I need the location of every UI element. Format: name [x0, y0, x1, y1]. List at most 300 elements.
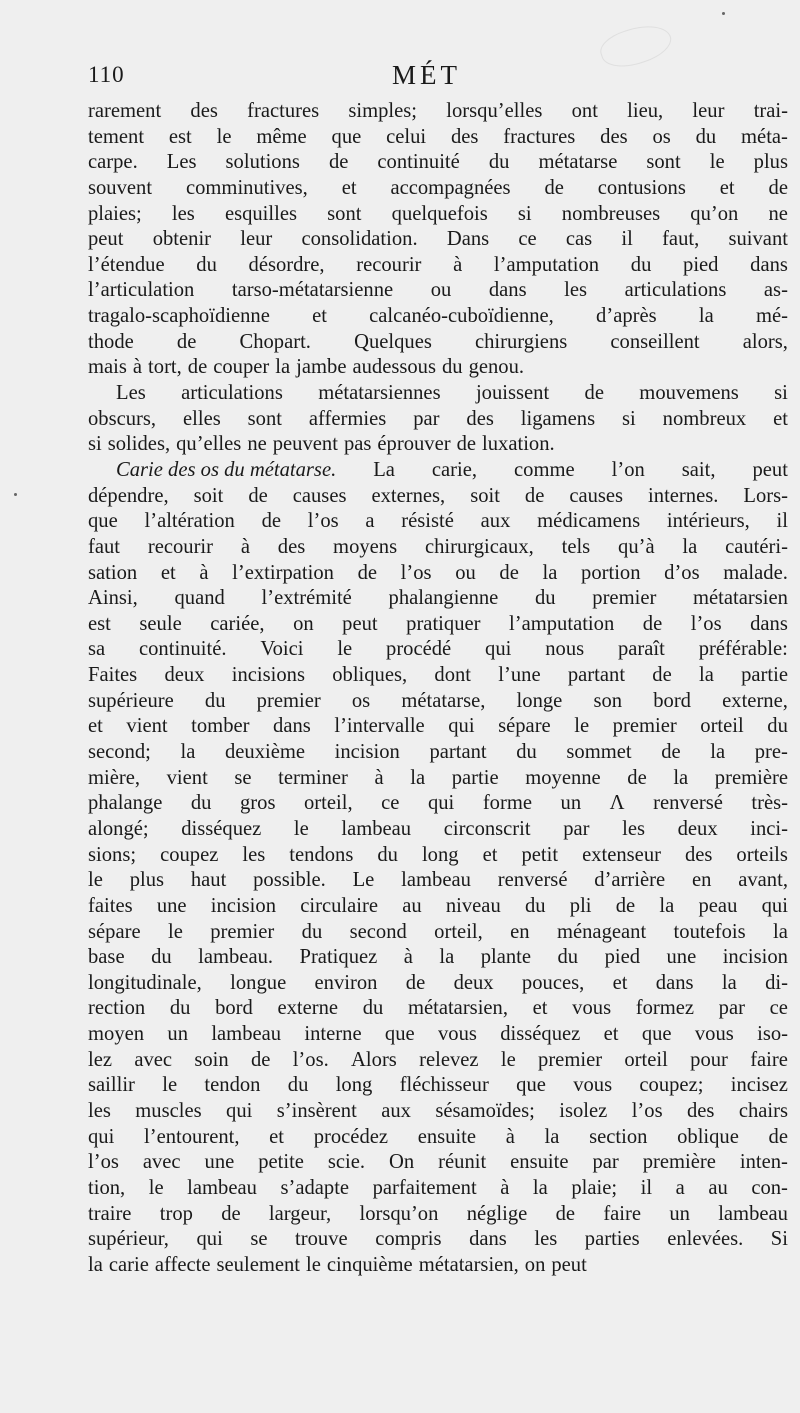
word: extenseur	[582, 843, 661, 866]
word: les	[534, 1228, 558, 1251]
word: cinquième	[326, 1253, 413, 1276]
word: le	[293, 817, 309, 840]
word: désordre,	[248, 253, 325, 276]
word: qui	[427, 792, 455, 815]
word: deux	[164, 664, 205, 687]
text-line	[88, 1048, 788, 1074]
word: son	[593, 689, 623, 712]
word: qu’on	[690, 202, 739, 225]
word: à	[199, 561, 209, 584]
word: lorsqu’elles	[446, 100, 543, 122]
word: un	[560, 792, 582, 815]
word: solides,	[107, 433, 171, 456]
word: on	[293, 612, 314, 635]
word: lieu,	[627, 100, 664, 122]
word: de	[405, 971, 426, 994]
word: quand	[174, 587, 225, 610]
word: de	[187, 356, 208, 379]
word: qui	[448, 715, 475, 738]
text-line	[88, 637, 788, 663]
word: plus	[753, 151, 788, 174]
word: obliques,	[332, 664, 408, 687]
word: pour	[690, 1048, 728, 1071]
word: tomber	[191, 715, 250, 738]
word: un	[669, 1202, 690, 1225]
word: l’altération	[144, 510, 235, 533]
word: un	[167, 1023, 188, 1046]
word: du	[204, 689, 226, 712]
word: partant	[567, 664, 626, 687]
word: chirurgiens	[474, 330, 568, 353]
word: s’adapte	[280, 1176, 350, 1199]
word: carie	[108, 1253, 149, 1276]
word: vous	[437, 1023, 477, 1046]
word: l’os	[690, 612, 722, 635]
word: il	[776, 510, 788, 533]
word: intérieurs,	[666, 510, 750, 533]
word: jouissent	[475, 382, 550, 405]
word: terminer	[278, 766, 348, 789]
word: longe	[516, 689, 563, 712]
word: préférable:	[698, 638, 788, 661]
word: orteil,	[434, 920, 483, 943]
word: supérieure	[88, 689, 174, 712]
word: de	[176, 330, 197, 353]
word: recourir	[356, 253, 422, 276]
word: l’on	[611, 458, 645, 481]
word: ensuite	[417, 1125, 477, 1148]
word: que	[516, 1074, 546, 1097]
word: nous	[545, 638, 585, 661]
word: dans	[750, 612, 788, 635]
word: de	[661, 741, 681, 764]
word: du	[301, 920, 323, 943]
word: du	[151, 946, 172, 969]
text-line	[88, 150, 788, 176]
word: néglige	[466, 1202, 528, 1225]
word: vient	[126, 715, 168, 738]
word: obtenir	[152, 228, 212, 251]
word: la	[88, 1253, 103, 1276]
word: incision	[210, 894, 276, 917]
word: vous	[694, 1023, 734, 1046]
text-line	[88, 278, 788, 304]
word: l’amputation	[509, 612, 615, 635]
text-line	[88, 561, 788, 587]
word: Chopart.	[239, 330, 311, 353]
word: paraît	[617, 638, 665, 661]
word: deuxième	[224, 741, 306, 764]
paper-speck	[14, 493, 17, 496]
word: faut,	[662, 228, 700, 251]
word: inci-	[750, 817, 788, 840]
text-line	[88, 971, 788, 997]
word: à	[403, 946, 413, 969]
word: l’os	[88, 1151, 119, 1174]
word: avec	[134, 1048, 173, 1071]
word: la	[532, 1176, 548, 1199]
word: sont	[247, 407, 282, 430]
word: petit	[521, 843, 559, 866]
word: orteil	[700, 715, 744, 738]
word: aux	[480, 510, 511, 533]
word: internes.	[648, 484, 719, 507]
word: peut	[342, 612, 378, 635]
word: jambe	[296, 356, 347, 379]
word: di-	[765, 971, 788, 994]
word: et	[312, 305, 327, 328]
word: inten-	[739, 1151, 788, 1174]
word: formez	[635, 997, 695, 1020]
word: résisté	[401, 510, 454, 533]
word: les	[242, 843, 266, 866]
word: vient	[166, 766, 208, 789]
section-heading: Carie des os du métatarse.	[116, 458, 337, 481]
word: de	[357, 561, 378, 584]
word: des	[684, 843, 713, 866]
word: coupez;	[639, 1074, 704, 1097]
word: par	[413, 407, 440, 430]
word: tort,	[148, 356, 182, 379]
word: toutefois	[673, 920, 746, 943]
word: conseillent	[610, 330, 700, 353]
word: du	[767, 715, 788, 738]
word: environ	[314, 971, 378, 994]
word: accompagnées	[390, 176, 511, 199]
text-line	[88, 920, 788, 946]
word: as-	[763, 279, 788, 302]
word: du	[695, 125, 717, 148]
word: trouve	[295, 1228, 348, 1251]
word: plaie;	[571, 1176, 618, 1199]
word: qui	[88, 1125, 115, 1148]
word: fléchisseur	[399, 1074, 489, 1097]
word: saillir	[88, 1074, 135, 1097]
word: du	[169, 997, 191, 1020]
word: et	[269, 1125, 285, 1148]
word: l’amputation	[493, 253, 600, 276]
word: et	[532, 997, 548, 1020]
word: faites	[88, 894, 133, 917]
word: soin	[194, 1048, 229, 1071]
text-line	[88, 535, 788, 561]
text-line	[88, 484, 788, 510]
word: fractures	[503, 125, 576, 148]
word: que	[88, 510, 118, 533]
word: petite	[258, 1151, 304, 1174]
word: lambeau	[211, 1023, 282, 1046]
word: tels	[561, 535, 591, 558]
word: dans	[750, 253, 788, 276]
text-line	[88, 202, 788, 228]
word: à	[132, 356, 143, 379]
word: continuité	[377, 151, 460, 174]
word: ensuite	[510, 1151, 569, 1174]
text-line	[88, 381, 788, 407]
word: d’arrière	[594, 869, 666, 892]
word: si	[622, 407, 636, 430]
word: thode	[88, 330, 134, 353]
word: sont	[327, 202, 362, 225]
text-line	[88, 125, 788, 151]
word: fractures	[247, 100, 320, 122]
word: sa	[88, 638, 106, 661]
word: et	[482, 843, 498, 866]
word: du	[190, 792, 212, 815]
word: phalangienne	[388, 587, 499, 610]
word: leur	[692, 100, 725, 122]
word: circulaire	[300, 894, 378, 917]
word: peut	[752, 458, 788, 481]
word: long	[335, 1074, 373, 1097]
word: supérieur,	[88, 1228, 169, 1251]
word: Quelques	[354, 330, 432, 353]
word: articulations	[181, 382, 283, 405]
word: pied	[683, 253, 719, 276]
word: orteils	[736, 843, 788, 866]
word: une	[156, 894, 187, 917]
word: base	[88, 946, 125, 969]
word: du	[196, 253, 217, 276]
word: moyens	[333, 535, 398, 558]
word: incision	[334, 741, 400, 764]
word: leur	[240, 228, 273, 251]
word: Λ	[609, 792, 625, 815]
word: par	[563, 817, 590, 840]
text-line	[88, 509, 788, 535]
word: premier	[538, 1048, 603, 1071]
word: largeur,	[268, 1202, 332, 1225]
text-line	[88, 304, 788, 330]
word: qu’à	[618, 535, 655, 558]
word: métatarsien,	[407, 997, 509, 1020]
word: du	[441, 356, 463, 379]
word: pli	[569, 894, 592, 917]
word: du	[630, 253, 652, 276]
word: premier	[612, 715, 677, 738]
word: vous	[573, 1074, 613, 1097]
word: aux	[381, 1099, 411, 1122]
word: la	[673, 766, 689, 789]
word: qui	[226, 1099, 253, 1122]
word: quelquefois	[391, 202, 488, 225]
word: simples;	[348, 100, 418, 122]
word: l’étendue	[88, 253, 165, 276]
word: les	[564, 279, 588, 302]
word: calcanéo-cuboïdienne,	[369, 305, 554, 328]
text-line	[88, 714, 788, 740]
word: procédé	[386, 638, 452, 661]
word: renversé	[653, 792, 723, 815]
word: celui	[386, 125, 427, 148]
word: à	[453, 253, 463, 276]
word: l’os	[400, 561, 432, 584]
word: en	[510, 920, 530, 943]
word: le	[306, 1253, 321, 1276]
word: il	[621, 228, 633, 251]
word: soit	[193, 484, 224, 507]
word: partie	[741, 664, 788, 687]
word: dépendre,	[88, 484, 169, 507]
word: long	[421, 843, 459, 866]
word: les	[171, 202, 195, 225]
word: dans	[488, 279, 527, 302]
word: de	[456, 433, 477, 456]
word: l’une	[498, 664, 541, 687]
word: Les	[166, 151, 197, 174]
word: genou.	[468, 356, 525, 379]
word: du	[287, 1074, 309, 1097]
word: métatarsiennes	[318, 382, 441, 405]
word: a	[365, 510, 375, 533]
word: lambeau.	[198, 946, 274, 969]
word: externe	[277, 997, 339, 1020]
word: second	[349, 920, 407, 943]
text-line	[88, 945, 788, 971]
word: tendon	[204, 1074, 261, 1097]
word: cariée,	[210, 612, 265, 635]
word: os	[652, 125, 671, 148]
word: Dans	[446, 228, 490, 251]
word: lorsqu’on	[359, 1202, 439, 1225]
word: renversé	[497, 869, 568, 892]
word: moyenne	[525, 766, 601, 789]
text-line	[88, 586, 788, 612]
word: faut	[88, 535, 121, 558]
word: l’articulation	[88, 279, 195, 302]
text-line	[88, 253, 788, 279]
word: et	[773, 407, 788, 430]
word: malade.	[723, 561, 788, 584]
word: contusions	[597, 176, 686, 199]
word: que	[331, 125, 362, 148]
word: pratiquer	[406, 612, 481, 635]
word: affermies	[308, 407, 387, 430]
word: la	[410, 766, 426, 789]
word: oblique	[677, 1125, 739, 1148]
word: soit	[470, 484, 500, 507]
word: sésamoïdes;	[435, 1099, 535, 1122]
word: de	[250, 1048, 271, 1071]
word: l’os.	[292, 1048, 329, 1071]
text-line	[88, 458, 788, 484]
word: souvent	[88, 176, 153, 199]
word: à	[500, 1176, 510, 1199]
word: du	[557, 946, 579, 969]
word: au	[402, 894, 422, 917]
word: des	[277, 535, 306, 558]
word: ce	[381, 792, 400, 815]
word: la	[542, 561, 558, 584]
word: le	[162, 1074, 178, 1097]
word: disséquez	[181, 817, 262, 840]
word: de	[499, 561, 519, 584]
word: ou	[430, 279, 452, 302]
word: la	[698, 305, 714, 328]
word: sait,	[681, 458, 716, 481]
word: de	[555, 1202, 576, 1225]
text-line	[88, 740, 788, 766]
page-number: 110	[88, 62, 125, 87]
word: coupez	[160, 843, 219, 866]
word: haut	[190, 869, 227, 892]
word: peut	[88, 228, 124, 251]
word: ne	[768, 202, 788, 225]
word: con-	[751, 1176, 788, 1199]
text-line	[88, 817, 788, 843]
word: de	[642, 612, 663, 635]
word: muscles	[135, 1099, 202, 1122]
word: lambeau	[718, 1202, 788, 1225]
word: de	[248, 484, 268, 507]
word: la	[439, 946, 455, 969]
text-line	[88, 1150, 788, 1176]
word: phalange	[88, 792, 163, 815]
text-line	[88, 407, 788, 433]
word: Pratiquez	[299, 946, 378, 969]
word: on	[524, 1253, 546, 1276]
word: vous	[572, 997, 612, 1020]
word: l’entourent,	[144, 1125, 240, 1148]
word: du	[488, 151, 510, 174]
word: avant,	[738, 869, 788, 892]
word: à	[240, 535, 250, 558]
word: possible.	[253, 869, 326, 892]
word: si	[88, 433, 102, 456]
word: dans	[469, 1228, 507, 1251]
word: la	[682, 535, 698, 558]
word: l’extirpation	[232, 561, 334, 584]
word: obscurs,	[88, 407, 157, 430]
word: au	[708, 1176, 728, 1199]
word: ou	[455, 561, 476, 584]
word: des	[600, 125, 628, 148]
word: il	[640, 1176, 653, 1199]
text-line	[88, 99, 788, 125]
word: causes	[569, 484, 624, 507]
word: métatarse,	[401, 689, 486, 712]
word: la	[773, 920, 788, 943]
word: que	[641, 1023, 672, 1046]
word: métatarsien,	[418, 1253, 519, 1276]
word: l’os	[307, 510, 339, 533]
word: la	[275, 356, 291, 379]
word: des	[686, 1099, 715, 1122]
word: tement	[88, 125, 145, 148]
text-line	[88, 330, 788, 356]
word: orteil	[624, 1048, 668, 1071]
word: externes,	[371, 484, 446, 507]
word: trop	[159, 1202, 193, 1225]
word: de	[524, 484, 545, 507]
word: le	[500, 1048, 516, 1071]
word: de	[768, 1125, 788, 1148]
word: bord	[215, 997, 253, 1020]
word: de	[544, 176, 564, 199]
word: Voici	[260, 638, 304, 661]
body-text	[88, 99, 788, 1278]
word: circonscrit	[443, 817, 531, 840]
word: suivant	[728, 228, 788, 251]
word: tarso-métatarsienne	[231, 279, 394, 302]
word: réunit	[438, 1151, 487, 1174]
word: Les	[116, 382, 146, 405]
word: alongé;	[88, 817, 149, 840]
word: qu’elles	[176, 433, 242, 456]
word: les	[88, 1099, 111, 1122]
word: incisez	[730, 1074, 788, 1097]
word: médicamens	[537, 510, 641, 533]
